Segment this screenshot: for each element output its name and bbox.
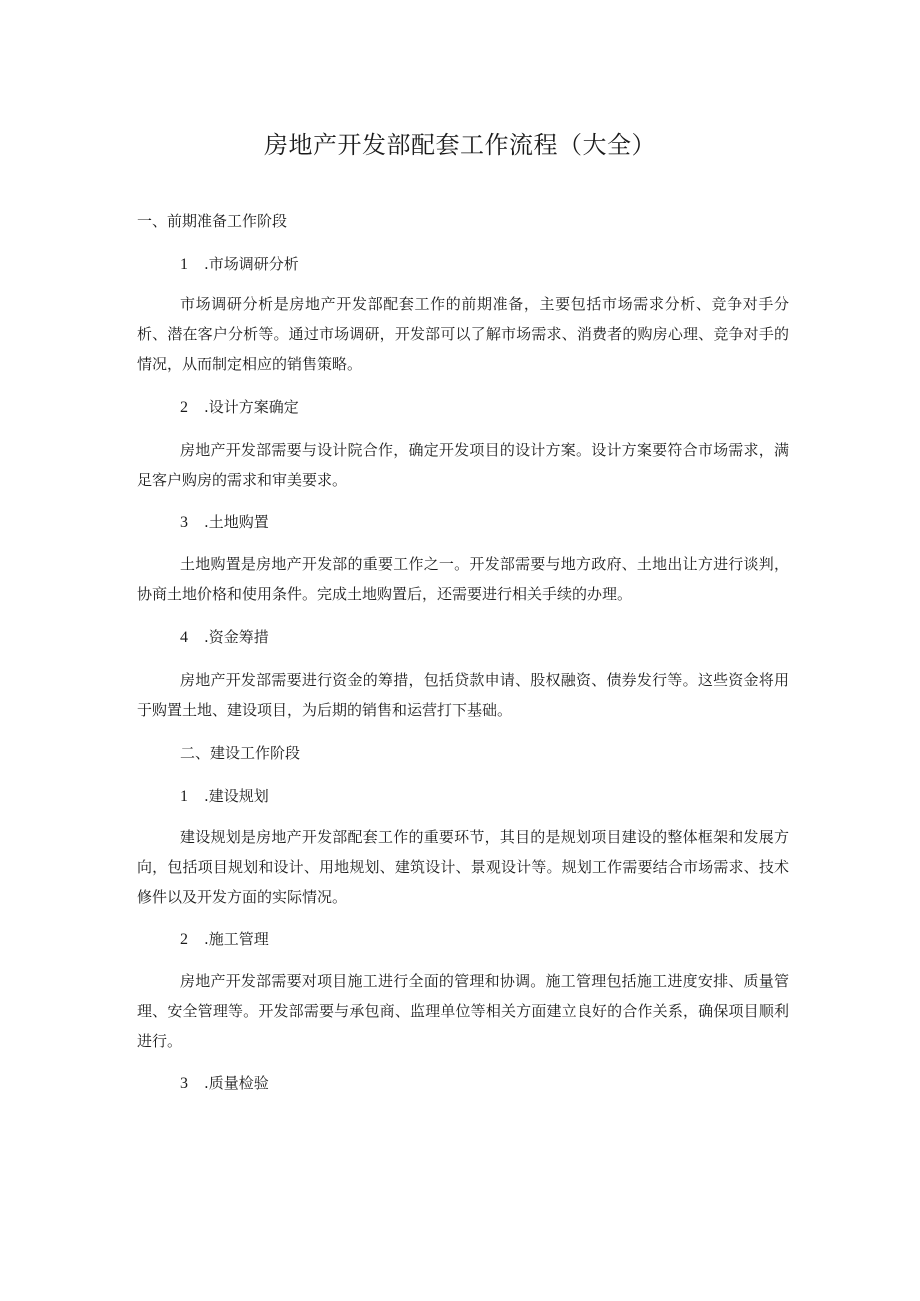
item-heading xyxy=(180,511,269,534)
item-label: .建设规划 xyxy=(204,787,269,805)
item-label: .质量检验 xyxy=(204,1074,269,1092)
item-number: 3 xyxy=(180,1075,188,1092)
item-heading xyxy=(180,626,269,649)
item-heading xyxy=(180,253,299,276)
paragraph: 房地产开发部需要进行资金的筹措，包括贷款申请、股权融资、债券发行等。这些资金将用于购置土地、建设项目，为后期的销售和运营打下基础。 xyxy=(137,671,789,719)
item-heading xyxy=(180,928,269,951)
paragraph: 市场调研分析是房地产开发部配套工作的前期准备，主要包括市场需求分析、竞争对手分析、潜在客户分析等。通过市场调研，开发部可以了解市场需求、消费者的购房心理、竞争对手的情况，从而制定相应的销售策略。 xyxy=(137,295,789,373)
section-heading: 一、前期准备工作阶段 xyxy=(137,212,288,230)
item-label: .施工管理 xyxy=(204,930,269,948)
item-label: .资金筹措 xyxy=(204,628,269,646)
item-label: .设计方案确定 xyxy=(204,398,299,416)
item-number: 4 xyxy=(180,629,188,646)
item-label: .土地购置 xyxy=(204,513,269,531)
paragraph: 土地购置是房地产开发部的重要工作之一。开发部需要与地方政府、土地出让方进行谈判，协商土地价格和使用条件。完成土地购置后，还需要进行相关手续的办理。 xyxy=(137,555,789,603)
paragraph: 房地产开发部需要对项目施工进行全面的管理和协调。施工管理包括施工进度安排、质量管理、安全管理等。开发部需要与承包商、监理单位等相关方面建立良好的合作关系，确保项目顺利进行。 xyxy=(137,972,789,1050)
item-number: 1 xyxy=(180,256,188,273)
item-number: 2 xyxy=(180,399,188,416)
paragraph: 建设规划是房地产开发部配套工作的重要环节，其目的是规划项目建设的整体框架和发展方向，包括项目规划和设计、用地规划、建筑设计、景观设计等。规划工作需要结合市场需求、技术修件以及开发方面的实际情况。 xyxy=(137,828,789,906)
item-number: 2 xyxy=(180,931,188,948)
item-number: 1 xyxy=(180,788,188,805)
item-heading xyxy=(180,1072,269,1095)
item-heading xyxy=(180,785,269,808)
item-number: 3 xyxy=(180,514,188,531)
item-heading xyxy=(180,396,299,419)
section-heading: 二、建设工作阶段 xyxy=(180,744,301,762)
paragraph: 房地产开发部需要与设计院合作，确定开发项目的设计方案。设计方案要符合市场需求，满足客户购房的需求和审美要求。 xyxy=(137,441,789,489)
document-title: 房地产开发部配套工作流程（大全） xyxy=(264,131,656,159)
item-label: .市场调研分析 xyxy=(204,255,299,273)
